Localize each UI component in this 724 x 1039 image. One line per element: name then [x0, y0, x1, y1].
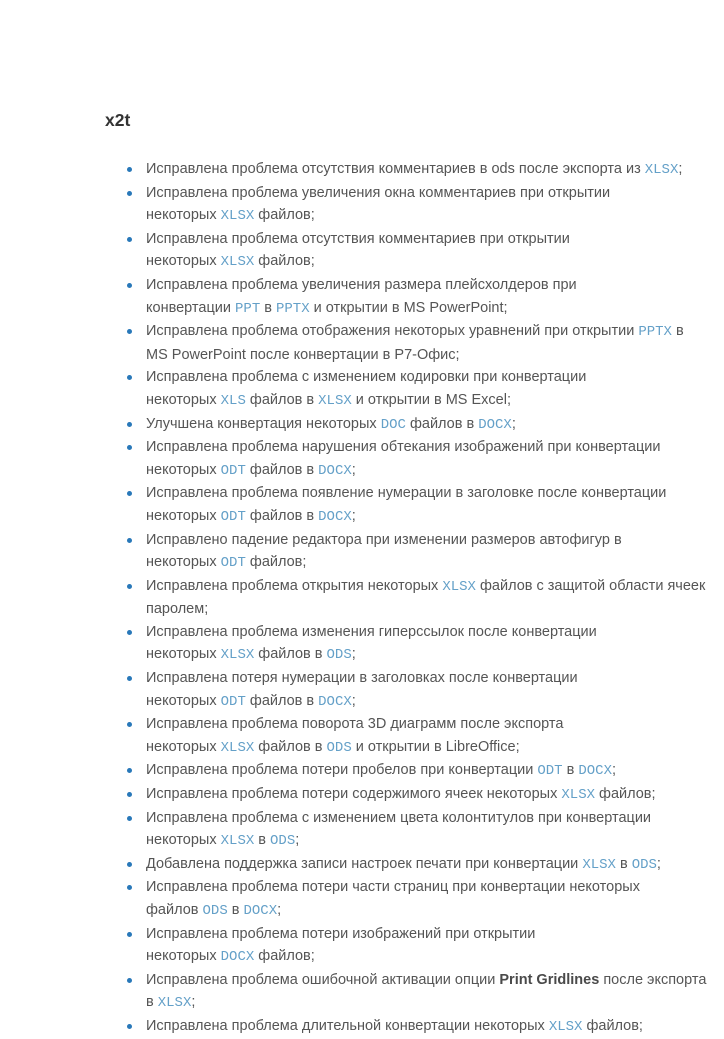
list-item [105, 807, 724, 853]
text-segment: Исправлена проблема потери части страниц при конвертации некоторых [146, 879, 640, 896]
list-item-line [146, 182, 724, 205]
list-item-line [146, 621, 724, 644]
list-item-line [146, 713, 724, 736]
text-segment: Добавлена поддержка записи настроек печати при конвертации [146, 855, 583, 872]
text-segment: и открытии в LibreOffice; [351, 738, 520, 755]
text-segment: MS PowerPoint после конвертации в Р7-Офис; [146, 346, 460, 363]
file-format-code: XLSX [220, 647, 255, 664]
text-segment: некоторых [146, 507, 221, 524]
bullet-icon [127, 885, 132, 890]
text-segment: Улучшена конвертация некоторых [146, 415, 381, 432]
text-segment: Исправлена проблема отсутствия комментариев в ods после экспорта из [146, 161, 645, 177]
text-segment: ; [351, 692, 356, 709]
text-segment: файлов в [245, 692, 319, 709]
list-item-line [146, 529, 724, 552]
file-format-code: XLSX [582, 856, 616, 873]
text-segment: конвертации [146, 299, 236, 316]
text-segment: Исправлена проблема длительной конвертации некоторых [146, 1017, 549, 1034]
text-segment: некоторых [146, 738, 221, 755]
text-segment: в [254, 832, 271, 849]
file-format-code: DOC [380, 416, 406, 433]
bullet-icon [127, 422, 132, 427]
bullet-icon [127, 630, 132, 635]
text-segment: в [562, 762, 579, 779]
file-format-code: PPT [235, 300, 261, 317]
bullet-icon [127, 491, 132, 496]
list-item-line [146, 436, 724, 459]
text-segment: ; [277, 902, 282, 918]
list-item-line [146, 783, 724, 807]
file-format-code: XLSX [220, 833, 255, 850]
text-segment: Исправлена проблема поворота 3D диаграмм после экспорта [146, 716, 564, 733]
text-segment: Исправлена проблема отсутствия комментариев при открытии [146, 230, 570, 247]
text-segment: некоторых [146, 253, 221, 270]
file-format-code: ODS [631, 856, 657, 873]
list-item [105, 274, 724, 320]
text-segment: в [146, 994, 158, 1011]
file-format-code: XLSX [318, 392, 352, 409]
list-item-line [146, 389, 724, 413]
text-segment: Исправлена проблема увеличения окна комментариев при открытии [146, 184, 611, 201]
changelog-list [105, 158, 724, 1039]
text-segment: ; [351, 646, 356, 663]
file-format-code: XLSX [561, 787, 595, 804]
list-item-line [146, 204, 724, 228]
text-segment: ; [351, 507, 356, 524]
text-segment: Исправлена проблема ошибочной активации опции [146, 971, 500, 988]
list-item-line [146, 690, 724, 714]
list-item [105, 575, 724, 621]
file-format-code: DOCX [243, 903, 278, 919]
text-segment: Исправлена проблема с изменением кодировки при конвертации [146, 369, 587, 386]
text-segment: и открытии в MS Excel; [351, 391, 511, 408]
text-segment: файлов; [254, 207, 315, 224]
list-item-line [146, 759, 724, 783]
text-segment: файлов [146, 902, 203, 918]
page-title: x2t [105, 110, 131, 130]
bullet-icon [127, 768, 132, 773]
text-segment: ; [191, 994, 196, 1011]
text-segment: ; [678, 161, 683, 177]
list-item [105, 713, 724, 759]
list-item [105, 158, 724, 182]
list-item [105, 436, 724, 482]
bullet-icon [127, 538, 132, 543]
list-item-line [146, 598, 724, 621]
list-item-line [146, 667, 724, 690]
text-segment: файлов; [582, 1017, 643, 1034]
file-format-code: XLSX [442, 578, 476, 595]
list-item [105, 621, 724, 667]
list-item [105, 1015, 724, 1039]
bullet-icon [127, 445, 132, 450]
list-item-line [146, 344, 724, 367]
file-format-code: XLSX [644, 162, 679, 178]
bullet-icon [127, 676, 132, 681]
list-item-line [146, 923, 724, 946]
list-item-line [146, 505, 724, 529]
file-format-code: ODT [220, 555, 246, 572]
bullet-icon [127, 1024, 132, 1029]
text-segment: файлов в [254, 646, 327, 663]
file-format-code: ODS [270, 833, 296, 850]
text-segment: некоторых [146, 554, 221, 571]
text-segment: файлов; [254, 948, 315, 965]
text-segment: в [615, 855, 632, 872]
list-item-line [146, 366, 724, 389]
text-segment: Исправлена проблема потери изображений при открытии [146, 925, 536, 942]
bullet-icon [127, 862, 132, 867]
bullet-icon [127, 167, 132, 172]
file-format-code: ODS [202, 903, 228, 919]
list-item-line [146, 899, 724, 923]
list-item-line [146, 945, 724, 969]
list-item [105, 413, 724, 437]
file-format-code: DOCX [318, 693, 352, 710]
list-item [105, 482, 724, 528]
file-format-code: XLSX [548, 1018, 583, 1035]
list-item-line [146, 459, 724, 483]
text-segment: ; [611, 762, 616, 779]
list-item [105, 182, 724, 228]
text-segment: файлов в [245, 391, 319, 408]
bullet-icon [127, 375, 132, 380]
file-format-code: ODS [326, 739, 352, 756]
file-format-code: DOCX [220, 949, 255, 966]
bullet-icon [127, 191, 132, 196]
list-item-line [146, 643, 724, 667]
text-segment: файлов; [254, 253, 315, 270]
text-segment: некоторых [146, 461, 221, 478]
text-segment: и открытии в MS PowerPoint; [309, 299, 508, 316]
text-segment: файлов; [595, 786, 656, 803]
list-item [105, 529, 724, 575]
list-item [105, 366, 724, 412]
file-format-code: DOCX [478, 416, 512, 433]
bullet-icon [127, 978, 132, 983]
text-segment: некоторых [146, 391, 221, 408]
file-format-code: ODS [326, 647, 352, 664]
list-item-line [146, 482, 724, 505]
bullet-icon [127, 329, 132, 334]
list-item-line [146, 853, 724, 877]
list-item [105, 969, 724, 1015]
list-item-line [146, 829, 724, 853]
text-segment: Исправлена проблема нарушения обтекания изображений при конвертации [146, 439, 661, 456]
list-item [105, 667, 724, 713]
file-format-code: ODT [220, 693, 246, 710]
list-item [105, 783, 724, 807]
file-format-code: DOCX [318, 462, 352, 479]
text-segment: паролем; [146, 601, 209, 618]
list-item-line [146, 969, 724, 992]
text-segment: ; [351, 461, 356, 478]
text-segment: Исправлена проблема появление нумерации в заголовке после конвертации [146, 485, 667, 502]
text-segment: Исправлена проблема увеличения размера плейсхолдеров при [146, 276, 577, 293]
file-format-code: ODT [220, 462, 246, 479]
file-format-code: PPTX [276, 300, 310, 317]
list-item [105, 923, 724, 969]
bullet-icon [127, 722, 132, 727]
file-format-code: XLSX [220, 739, 255, 756]
list-item-line [146, 736, 724, 760]
text-segment: ; [511, 415, 516, 432]
list-item-line [146, 991, 724, 1015]
file-format-code: DOCX [578, 763, 612, 780]
list-item-line [146, 551, 724, 575]
text-segment: файлов в [245, 461, 319, 478]
list-item-line [146, 1015, 724, 1039]
text-segment: Исправлена потеря нумерации в заголовках после конвертации [146, 670, 578, 687]
list-item-line [146, 228, 724, 251]
list-item-line [146, 575, 724, 599]
text-segment: ; [295, 832, 300, 849]
file-format-code: PPTX [638, 324, 672, 341]
bullet-icon [127, 237, 132, 242]
list-item [105, 320, 724, 366]
list-item-line [146, 274, 724, 297]
text-segment: Исправлена проблема потери пробелов при конвертации [146, 762, 538, 779]
text-segment: файлов с защитой области ячеек [475, 577, 706, 594]
list-item-line [146, 320, 724, 344]
list-item-line [146, 876, 724, 899]
list-item-line [146, 413, 724, 437]
list-item-line [146, 250, 724, 274]
bold-text: Print Gridlines [499, 971, 600, 988]
text-segment: файлов; [245, 554, 307, 571]
file-format-code: ODT [220, 508, 246, 525]
text-segment: файлов в [254, 738, 327, 755]
text-segment: Исправлена проблема с изменением цвета колонтитулов при конвертации [146, 809, 652, 826]
bullet-icon [127, 932, 132, 937]
list-item [105, 759, 724, 783]
file-format-code: XLSX [220, 208, 255, 225]
text-segment: файлов в [245, 507, 319, 524]
file-format-code: XLSX [220, 254, 255, 271]
text-segment: некоторых [146, 207, 221, 224]
text-segment: некоторых [146, 646, 221, 663]
text-segment: после экспорта [599, 971, 707, 988]
text-segment: файлов в [405, 415, 479, 432]
file-format-code: ODT [537, 763, 563, 780]
list-item-line [146, 807, 724, 830]
list-item [105, 853, 724, 877]
file-format-code: XLS [220, 392, 246, 409]
text-segment: некоторых [146, 832, 221, 849]
text-segment: Исправлена проблема открытия некоторых [146, 577, 443, 594]
list-item [105, 876, 724, 922]
bullet-icon [127, 283, 132, 288]
list-item [105, 228, 724, 274]
text-segment: Исправлено падение редактора при изменении размеров автофигур в [146, 531, 622, 548]
text-segment: в [671, 323, 684, 340]
text-segment: в [260, 299, 276, 316]
list-item-line [146, 297, 724, 321]
file-format-code: DOCX [318, 508, 352, 525]
list-item-line [146, 158, 724, 182]
file-format-code: XLSX [157, 995, 192, 1012]
text-segment: в [227, 902, 244, 918]
bullet-icon [127, 792, 132, 797]
text-segment: Исправлена проблема изменения гиперссылок после конвертации [146, 623, 597, 640]
text-segment: Исправлена проблема отображения некоторых уравнений при открытии [146, 323, 639, 340]
text-segment: Исправлена проблема потери содержимого ячеек некоторых [146, 786, 562, 803]
text-segment: некоторых [146, 948, 221, 965]
bullet-icon [127, 584, 132, 589]
bullet-icon [127, 816, 132, 821]
text-segment: некоторых [146, 692, 221, 709]
text-segment: ; [656, 855, 661, 872]
